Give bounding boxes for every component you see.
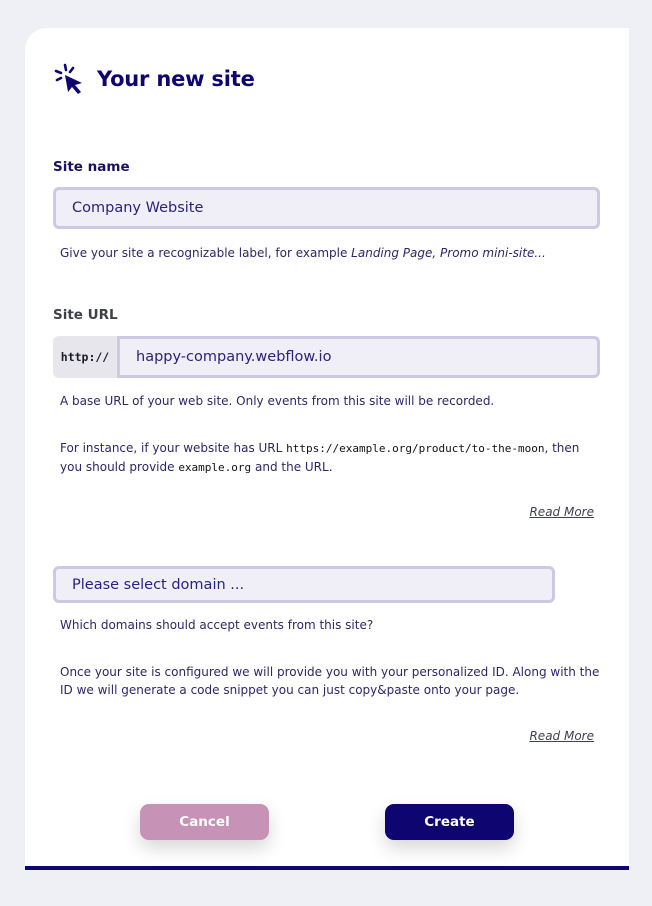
site-url-field	[53, 336, 600, 378]
example-text-b: , then you should provide	[60, 441, 580, 474]
example-domain-code: example.org	[178, 461, 252, 474]
site-url-input[interactable]: happy-company.webflow.io	[117, 336, 600, 378]
site-url-read-more-link[interactable]: Read More	[529, 505, 594, 519]
site-url-label: Site URL	[53, 307, 118, 323]
new-site-card	[25, 28, 629, 870]
site-name-label: Site name	[53, 159, 130, 175]
example-url-code: https://example.org/product/to-the-moon	[286, 442, 545, 455]
domain-read-more-link[interactable]: Read More	[529, 729, 594, 743]
site-name-help-text: Give your site a recognizable label, for example	[60, 246, 352, 260]
example-text-a: For instance, if your website has URL	[60, 441, 287, 455]
site-name-help-example: Landing Page, Promo mini-site...	[351, 246, 546, 260]
example-text-c: and the URL.	[251, 460, 333, 474]
create-button[interactable]: Create	[385, 804, 514, 840]
domain-help: Which domains should accept events from this site?	[60, 618, 374, 632]
configuration-help: Once your site is configured we will provide you with your personalized ID. Along with the ID we will generate a code snippet you can just copy&paste onto your page.	[60, 665, 600, 697]
card-header	[53, 62, 255, 96]
page-title: Your new site	[97, 67, 255, 91]
site-name-input[interactable]: Company Website	[53, 187, 600, 229]
cancel-button[interactable]: Cancel	[140, 804, 269, 840]
domain-select[interactable]: Please select domain ...	[53, 566, 555, 603]
cursor-click-icon	[53, 62, 85, 96]
url-protocol-prefix: http://	[53, 336, 117, 378]
site-url-example-help	[60, 439, 605, 477]
site-name-help	[60, 244, 605, 262]
site-url-help: A base URL of your web site. Only events from this site will be recorded.	[60, 394, 495, 408]
